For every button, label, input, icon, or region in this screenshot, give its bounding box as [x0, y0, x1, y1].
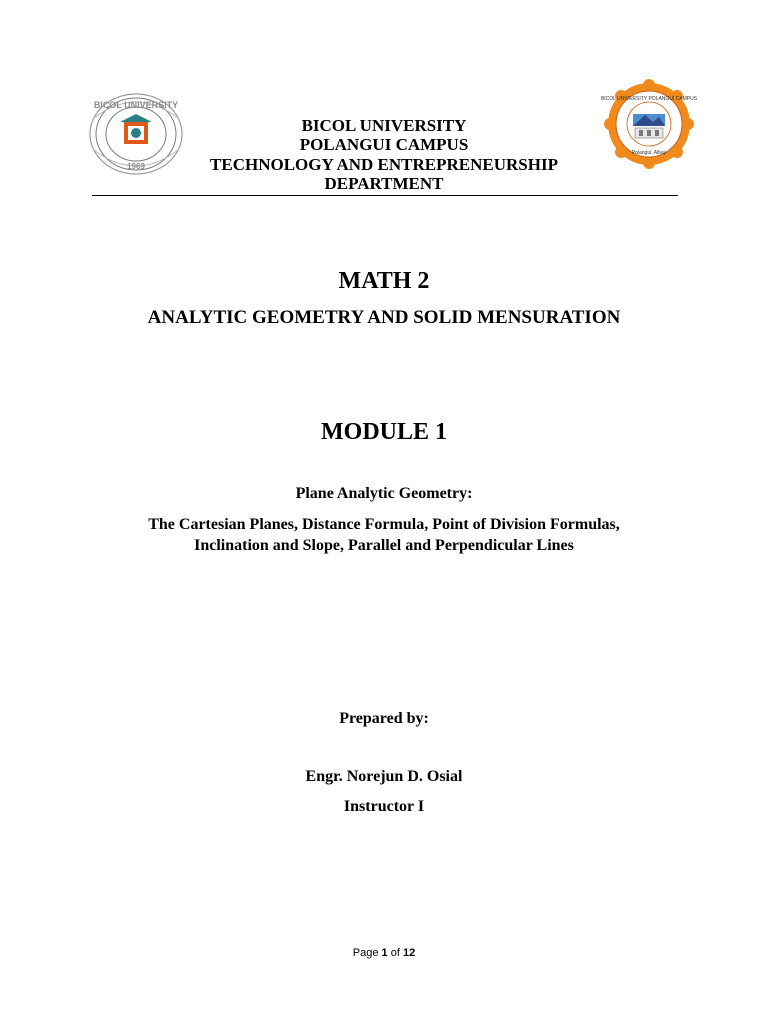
header-divider — [92, 195, 678, 196]
of-word: of — [390, 947, 400, 959]
prepared-by-label: Prepared by: — [339, 710, 429, 727]
page-word: Page — [352, 947, 379, 959]
seal-ring-text: BICOL UNIVERSITY — [93, 100, 179, 110]
topic-heading: Plane Analytic Geometry: — [295, 485, 473, 502]
topics-list — [0, 514, 768, 556]
page-number — [0, 947, 768, 959]
author-position: Instructor I — [343, 798, 425, 815]
module-label: MODULE 1 — [321, 419, 447, 445]
course-code: MATH 2 — [338, 268, 430, 294]
campus-seal-bottom-text: Polangui, Albay — [631, 150, 667, 156]
author-name: Engr. Norejun D. Osial — [305, 768, 463, 785]
department-name-line2: DEPARTMENT — [324, 174, 444, 193]
topics-line2: Inclination and Slope, Parallel and Perpendicular Lines — [194, 537, 574, 554]
page-current: 1 — [381, 947, 388, 959]
campus-seal-ring-text: BICOL UNIVERSITY POLANGUI CAMPUS — [600, 96, 698, 102]
department-name-line1: TECHNOLOGY AND ENTREPRENEURSHIP — [210, 155, 558, 174]
institution-name: BICOL UNIVERSITY — [301, 116, 467, 135]
course-title: ANALYTIC GEOMETRY AND SOLID MENSURATION — [147, 307, 621, 328]
page-total: 12 — [402, 947, 416, 959]
seal-year-text: 1969 — [127, 162, 145, 171]
campus-name: POLANGUI CAMPUS — [299, 135, 469, 154]
topics-line1: The Cartesian Planes, Distance Formula, Point of Division Formulas, — [148, 516, 620, 533]
